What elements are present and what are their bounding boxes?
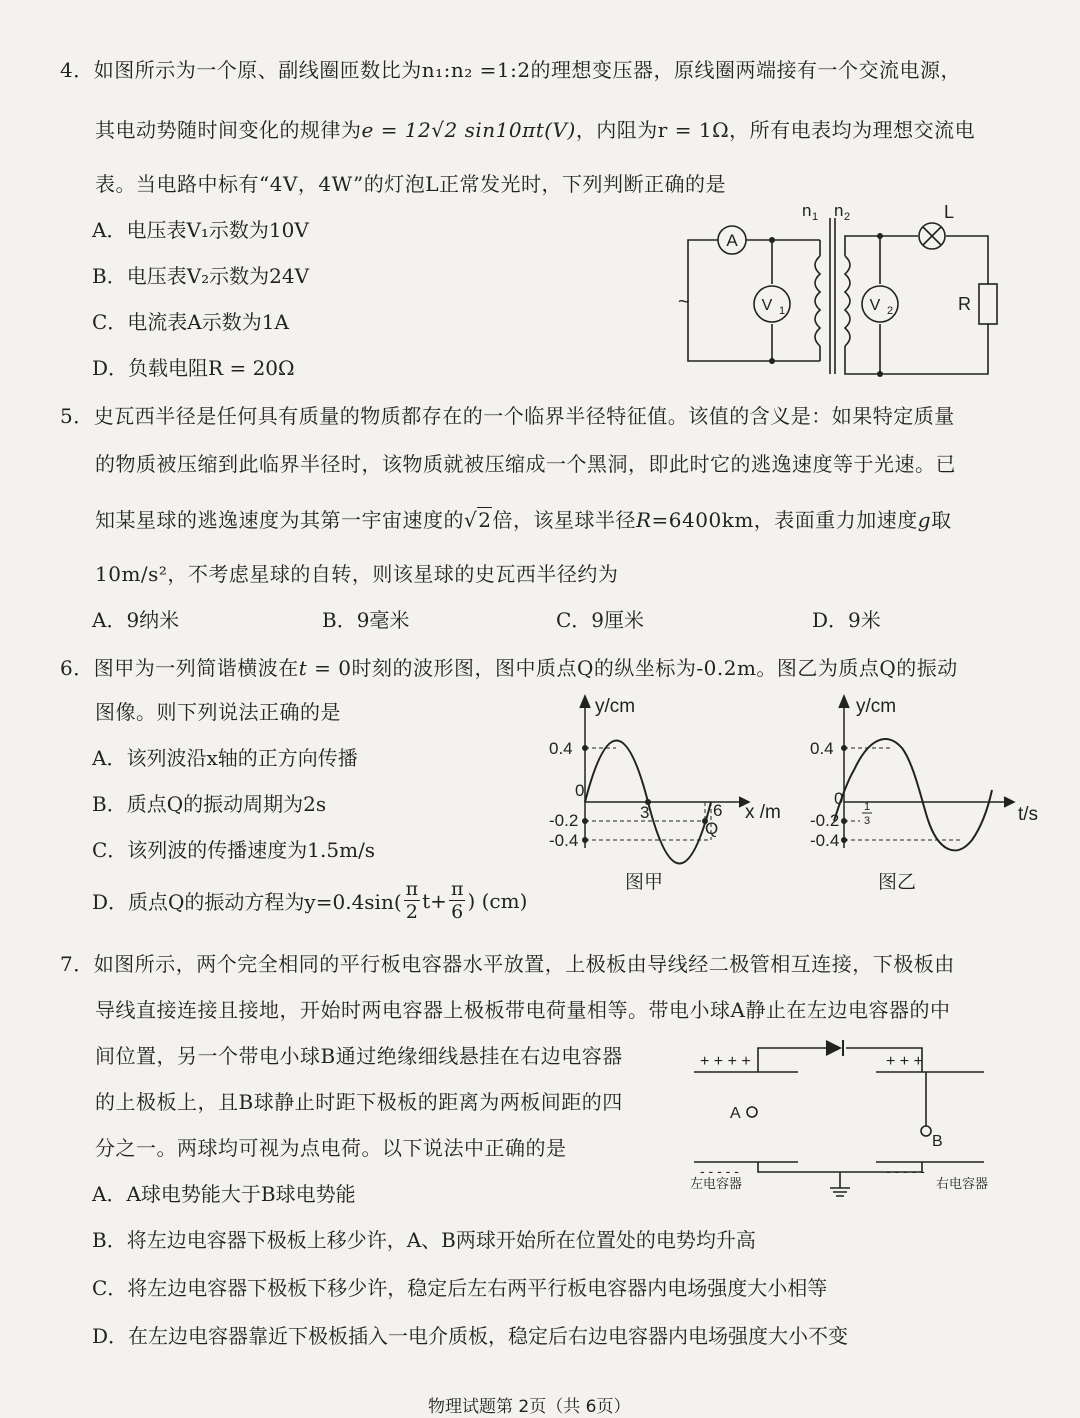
right-capacitor-label: 右电容器 xyxy=(936,1176,989,1191)
jia-ym02: -0.2 xyxy=(549,811,579,830)
q7-option-c: C．将左边电容器下极板下移少许，稳定后左右两平行板电容器内电场强度大小相等 xyxy=(92,1276,828,1300)
q5-option-a: A．9纳米 xyxy=(92,608,180,632)
q6-option-b: B．质点Q的振动周期为2s xyxy=(92,792,327,816)
q7-line3: 间位置，另一个带电小球B通过绝缘细线悬挂在右边电容器 xyxy=(95,1044,623,1068)
q5-line3: 知某星球的逃逸速度为其第一宇宙速度的√2倍，该星球半径R=6400km，表面重力加速度g取 xyxy=(95,508,952,532)
q6-option-a: A．该列波沿x轴的正方向传播 xyxy=(92,746,358,770)
q6-line2: 图像。则下列说法正确的是 xyxy=(95,700,341,724)
q7-option-d: D．在左边电容器靠近下极板插入一电介质板，稳定后右边电容器内电场强度大小不变 xyxy=(92,1324,849,1348)
q4-circuit-diagram xyxy=(670,196,1010,392)
q5-line3-d: 取 xyxy=(931,508,952,532)
ammeter-label: A xyxy=(726,231,738,250)
left-minus-charges: - - - - - xyxy=(700,1163,739,1179)
q6-optd-mid: t+ xyxy=(422,888,447,913)
ball-a-label: A xyxy=(730,1105,741,1122)
yi-xlabel: t/s xyxy=(1018,804,1039,825)
q5-line3-b: 倍，该星球半径 xyxy=(492,508,636,532)
v1-label: V xyxy=(761,297,773,314)
v2-sub: 2 xyxy=(887,305,894,317)
q7-line5: 分之一。两球均可视为点电荷。以下说法中正确的是 xyxy=(95,1136,567,1160)
q5-line3-a: 知某星球的逃逸速度为其第一宇宙速度的 xyxy=(95,508,464,532)
jia-xlabel: x /m xyxy=(745,802,781,823)
q5-option-d: D．9米 xyxy=(812,608,881,632)
q6-option-c: C．该列波的传播速度为1.5m/s xyxy=(92,838,376,862)
n1-sub: 1 xyxy=(812,211,819,223)
q7-option-b: B．将左边电容器下极板上移少许，A、B两球开始所在位置处的电势均升高 xyxy=(92,1228,756,1252)
left-plus-charges: + + + + xyxy=(700,1053,751,1070)
q5-option-b: B．9毫米 xyxy=(322,608,410,632)
q7-option-a: A．A球电势能大于B球电势能 xyxy=(92,1182,356,1206)
yi-tick-bot: 3 xyxy=(864,815,871,827)
jia-q: Q xyxy=(705,819,719,838)
right-minus-charges: - - - - - xyxy=(886,1163,925,1179)
q4-line2-b: ，内阻为r = 1Ω，所有电表均为理想交流电 xyxy=(575,118,976,142)
q5-line1: 5．史瓦西半径是任何具有质量的物质都存在的一个临界半径特征值。该值的含义是：如果特定质量 xyxy=(60,404,955,428)
v1-sub: 1 xyxy=(779,305,786,317)
q7-line4: 的上极板上，且B球静止时距下极板的距离为两板间距的四 xyxy=(95,1090,623,1114)
q5-line3-c: =6400km，表面重力加速度 xyxy=(651,508,918,532)
v2-label: V xyxy=(869,297,881,314)
q6-t-symbol: t xyxy=(298,656,308,680)
ac-source-icon: ~ xyxy=(678,291,690,313)
left-capacitor-label: 左电容器 xyxy=(690,1176,743,1191)
q4-emf-formula: e = 12√2 sin10πt(V) xyxy=(361,118,576,142)
jia-ym04: -0.4 xyxy=(549,831,579,850)
yi-ym02: -0.2 xyxy=(810,811,840,830)
q4-line3: 表。当电路中标有“4V，4W”的灯泡L正常发光时，下列判断正确的是 xyxy=(95,172,727,196)
q5-option-c: C．9厘米 xyxy=(556,608,645,632)
yi-caption: 图乙 xyxy=(878,872,917,893)
resistor-label: R xyxy=(958,294,971,314)
ball-b-label: B xyxy=(932,1133,943,1150)
yi-ym04: -0.4 xyxy=(810,831,840,850)
lamp-label: L xyxy=(944,202,955,222)
q5-sqrt-value: 2 xyxy=(478,508,492,532)
jia-x6: 6 xyxy=(713,801,723,820)
diode-icon xyxy=(826,1040,842,1056)
q4-option-c: C．电流表A示数为1A xyxy=(92,310,289,334)
jia-ylabel: y/cm xyxy=(595,696,636,717)
q4-line2-a: 其电动势随时间变化的规律为 xyxy=(95,118,362,142)
n1-label: n xyxy=(802,201,812,220)
n2-label: n xyxy=(834,201,844,220)
jia-caption: 图甲 xyxy=(625,872,664,893)
q6-line1 xyxy=(60,652,958,681)
jia-origin: 0 xyxy=(575,781,585,800)
q4-line1: 4．如图所示为一个原、副线圈匝数比为n₁:n₂ =1:2的理想变压器，原线圈两端接有一个交流电源， xyxy=(60,58,962,82)
q6-line1-a: 6．图甲为一列简谐横波在 xyxy=(60,656,299,680)
q6-fraction-1: $\frac{\pi}{2}$ xyxy=(405,878,419,923)
q7-capacitor-diagram xyxy=(686,1030,1006,1210)
page-footer: 物理试题第 2页（共 6页） xyxy=(428,1397,631,1417)
q4-option-a: A．电压表V₁示数为10V xyxy=(92,218,309,242)
q5-g-symbol: g xyxy=(917,508,932,532)
yi-ylabel: y/cm xyxy=(856,696,897,717)
q5-line2: 的物质被压缩到此临界半径时，该物质就被压缩成一个黑洞，即此时它的逃逸速度等于光速。已 xyxy=(95,452,956,476)
q7-line1: 7．如图所示，两个完全相同的平行板电容器水平放置，上极板由导线经二极管相互连接，下极板由 xyxy=(60,952,955,976)
q5-radius-symbol: R xyxy=(635,508,652,532)
q4-option-d: D．负载电阻R = 20Ω xyxy=(92,356,295,380)
q6-optd-a: D．质点Q的振动方程为y=0.4sin( xyxy=(92,890,402,914)
yi-origin: 0 xyxy=(834,789,844,808)
right-plus-charges: + + + xyxy=(886,1053,923,1070)
q6-line1-b: = 0时刻的波形图，图中质点Q的纵坐标为-0.2m。图乙为质点Q的振动 xyxy=(307,656,958,680)
yi-y04: 0.4 xyxy=(810,739,834,758)
q4-line2 xyxy=(95,114,975,143)
jia-x3: 3 xyxy=(640,803,650,822)
q7-line2: 导线直接连接且接地，开始时两电容器上极板带电荷量相等。带电小球A静止在左边电容器的中 xyxy=(95,998,951,1022)
q6-optd-b: ) (cm) xyxy=(467,888,528,913)
n2-sub: 2 xyxy=(844,211,851,223)
q4-option-b: B．电压表V₂示数为24V xyxy=(92,264,310,288)
q6-option-d xyxy=(92,878,527,923)
yi-tick-top: 1 xyxy=(864,801,871,813)
vibration-graph-yi xyxy=(810,690,1050,898)
wave-graph-jia xyxy=(545,690,805,898)
q6-fraction-2: $\frac{\pi}{6}$ xyxy=(450,878,464,923)
jia-y04: 0.4 xyxy=(549,739,573,758)
q5-line4: 10m/s²，不考虑星球的自转，则该星球的史瓦西半径约为 xyxy=(95,562,619,586)
